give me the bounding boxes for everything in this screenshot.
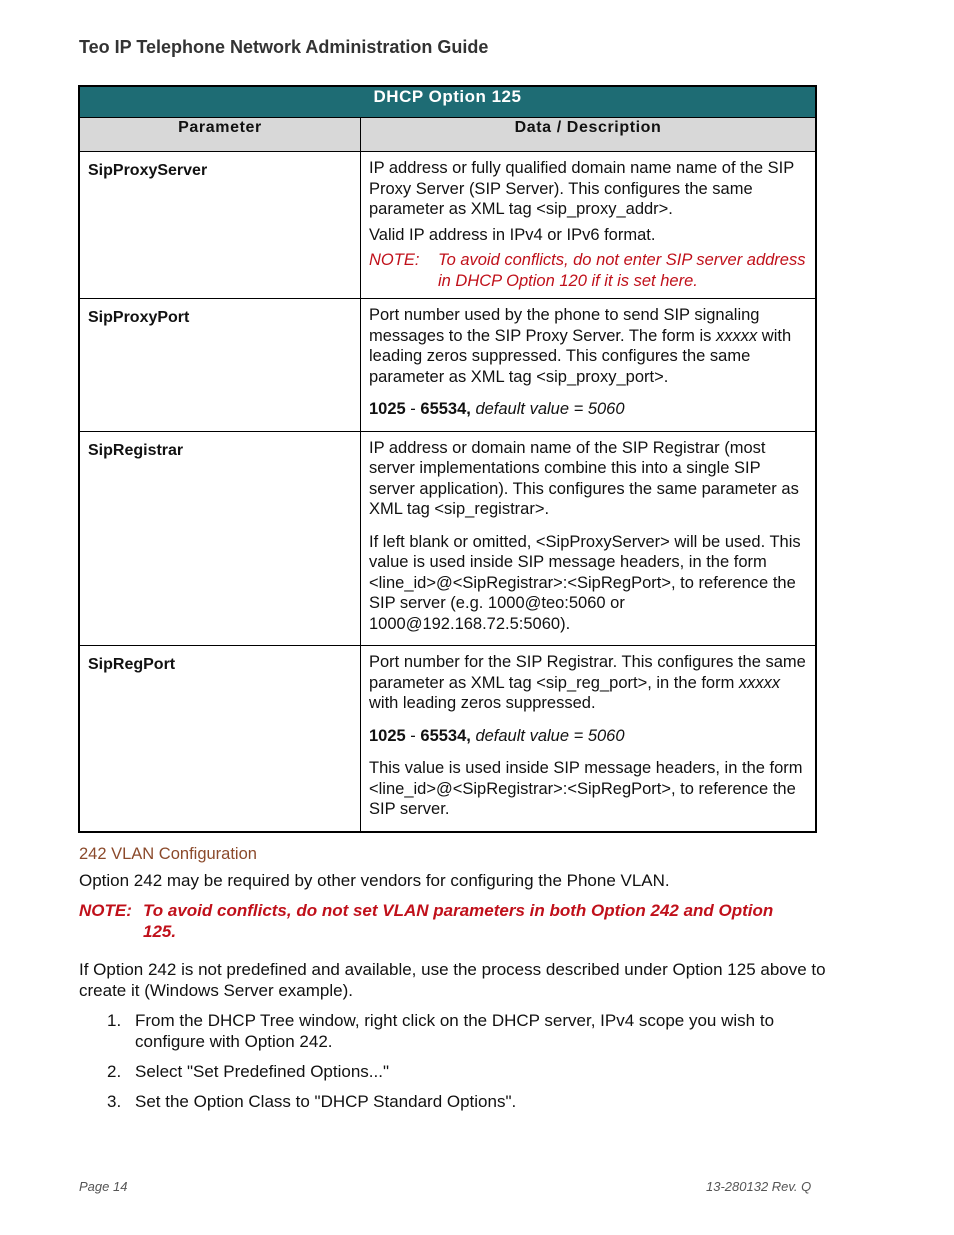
description-text: Valid IP address in IPv4 or IPv6 format. [369,225,656,244]
value-range: 1025 - 65534, default value = 5060 [369,400,625,418]
description-text: IP address or fully qualified domain name name of the SIP Proxy Server (SIP Server). This configures the same parameter as XML tag <sip_proxy_addr>. [369,159,794,218]
step-number: 2. [107,1062,122,1081]
vlan-note [79,900,779,942]
note-label: NOTE: [369,251,420,269]
step-text: Set the Option Class to "DHCP Standard Options". [135,1092,517,1111]
table-row [79,431,816,646]
description-text: This value is used inside SIP message headers, in the form <line_id>@<SipRegistrar>:<SipRegPort>, to reference the SIP server. [369,759,803,818]
list-item [107,1091,827,1112]
table-row [79,299,816,432]
document-header: Teo IP Telephone Network Administration Guide [79,37,489,57]
column-header-parameter: Parameter [79,118,361,152]
param-description [361,431,817,646]
table-row [79,152,816,299]
step-number: 1. [107,1011,122,1030]
note-text: To avoid conflicts, do not enter SIP server address in DHCP Option 120 if it is set here. [438,251,806,290]
page-number: Page 14 [79,1179,128,1194]
list-item [107,1061,827,1082]
param-name: SipRegPort [79,646,361,832]
description-text: IP address or domain name of the SIP Registrar (most server implementations combine this into a single SIP server application). This configures the same parameter as XML tag <sip_registrar>. [369,438,799,518]
section-intro: Option 242 may be required by other vendors for configuring the Phone VLAN. [79,871,670,890]
section-paragraph: If Option 242 is not predefined and available, use the process described under Option 125 above to create it (Windows Server example). [79,960,826,1000]
table-row [79,646,816,832]
table-title: DHCP Option 125 [79,86,816,118]
note-label: NOTE: [79,901,132,920]
note-text: To avoid conflicts, do not set VLAN parameters in both Option 242 and Option 125. [143,901,774,941]
param-name: SipRegistrar [79,431,361,646]
document-id: 13-280132 Rev. Q [706,1179,812,1194]
param-name: SipProxyServer [79,152,361,299]
section-title: 242 VLAN Configuration [79,845,257,863]
dhcp-option-125-table [78,85,817,833]
param-description [361,646,817,832]
step-text: From the DHCP Tree window, right click on the DHCP server, IPv4 scope you wish to configure with Option 242. [135,1011,775,1051]
step-number: 3. [107,1092,122,1111]
column-header-description: Data / Description [361,118,817,152]
note [369,250,807,291]
description-text: If left blank or omitted, <SipProxyServer> will be used. This value is used inside SIP message headers, in the form <line_id>@<SipRegistrar>:<SipRegPort>, to reference the SIP server (e.g. 1000@teo:5060 or 1000@192.168.72.5:5060). [369,532,801,633]
steps-list [107,1010,827,1121]
value-range: 1025 - 65534, default value = 5060 [369,726,625,745]
list-item [107,1010,827,1052]
step-text: Select "Set Predefined Options..." [135,1062,389,1081]
param-name: SipProxyPort [79,299,361,432]
param-description [361,152,817,299]
description-text: Port number for the SIP Registrar. This configures the same parameter as XML tag <sip_reg_port>, in the form xxxxx with leading zeros suppressed. [369,653,806,712]
param-description [361,299,817,432]
description-text: Port number used by the phone to send SIP signaling messages to the SIP Proxy Server. The form is xxxxx with leading zeros suppressed. This configures the same parameter as XML tag <sip_proxy_port>. [369,306,792,386]
